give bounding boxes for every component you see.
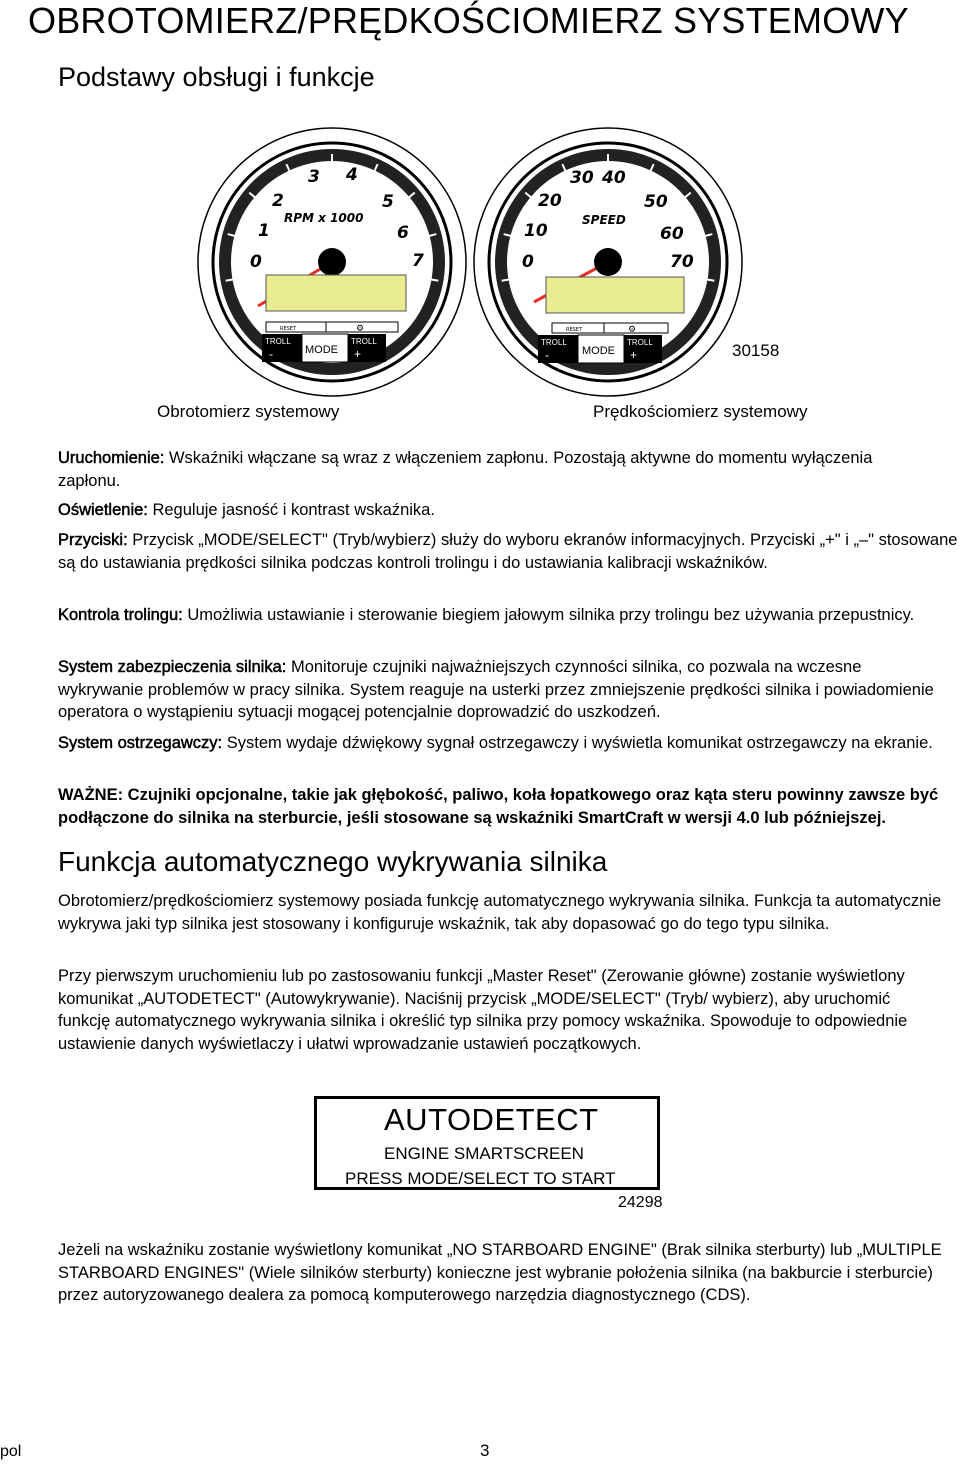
autodetect-screen-line1: ENGINE SMARTSCREEN <box>384 1144 584 1163</box>
speed-tick-20: 20 <box>538 191 562 211</box>
text-buttons: Przycisk „MODE/SELECT" (Tryb/wybierz) służy do wyboru ekranów informacyjnych. Przyciski „+" i „–" stosowane są do ustawiania prędkości silnika podczas kontroli trolingu i do ustawiania kalibracji wskaźników. <box>58 531 958 572</box>
paragraph-startup <box>58 447 938 492</box>
tach-mode: MODE <box>305 344 338 356</box>
label-protection: System zabezpieczenia silnika: <box>58 658 287 676</box>
page-title: OBROTOMIERZ/PRĘDKOŚCIOMIERZ SYSTEMOWY <box>28 0 909 41</box>
speed-tick-0: 0 <box>522 252 534 272</box>
autodetect-screen-line2: PRESS MODE/SELECT TO START <box>345 1169 616 1188</box>
section-subtitle: Podstawy obsługi i funkcje <box>58 62 375 92</box>
tach-lcd <box>266 275 406 311</box>
speed-minus: - <box>545 348 549 362</box>
speed-troll-right: TROLL <box>627 338 653 347</box>
paragraph-buttons <box>58 529 958 574</box>
tach-tick-3: 3 <box>308 167 320 187</box>
gauges-figure <box>180 125 900 400</box>
label-trolling: Kontrola trolingu: <box>58 606 183 624</box>
label-buttons: Przyciski: <box>58 531 128 549</box>
paragraph-autodetect-intro: Obrotomierz/prędkościomierz systemowy posiada funkcję automatycznego wykrywania silnika. Funkcja ta automatycznie wykrywa jaki typ silnika jest stosowany i konfiguruje wskaźnik, tak aby dopasować go do tego typu silnika. <box>58 892 942 933</box>
speed-tick-30: 30 <box>570 168 594 188</box>
speed-mode: MODE <box>582 345 615 357</box>
text-lighting: Reguluje jasność i kontrast wskaźnika. <box>147 501 435 519</box>
important-note: WAŻNE: Czujniki opcjonalne, takie jak głębokość, paliwo, koła łopatkowego oraz kąta steru powinny zawsze być podłączone do silnika na sterburcie, jeśli stosowane są wskaźniki SmartCraft w wersji 4.0 lub późniejszej. <box>58 786 939 827</box>
speed-lcd <box>546 277 684 313</box>
paragraph-starboard: Jeżeli na wskaźniku zostanie wyświetlony komunikat „NO STARBOARD ENGINE" (Brak silnika sterburty) lub „MULTIPLE STARBOARD ENGINES" (Wiele silników sterburty) konieczne jest wybranie położenia silnika (na bakburcie i sterburcie) przez autoryzowanego dealera za pomocą komputerowego narzędzia diagnostycznego (CDS). <box>58 1241 942 1305</box>
tach-button-panel <box>262 322 398 362</box>
tach-plus: + <box>354 347 362 361</box>
tach-tick-7: 7 <box>412 251 424 271</box>
speed-troll-left: TROLL <box>541 338 567 347</box>
paragraph-trolling <box>58 604 938 627</box>
speed-plus: + <box>630 348 638 362</box>
tach-gear-icon: ⚙ <box>356 324 365 334</box>
caption-speedometer: Prędkościomierz systemowy <box>593 402 808 421</box>
speed-tick-40: 40 <box>602 168 626 188</box>
tach-tick-6: 6 <box>397 223 409 243</box>
tach-troll-right: TROLL <box>351 337 377 346</box>
tach-reset-label: RESET <box>280 326 297 332</box>
text-alarm: System wydaje dźwiękowy sygnał ostrzegawczy i wyświetla komunikat ostrzegawczy na ekranie. <box>222 734 933 752</box>
speed-hub <box>594 248 622 276</box>
figure-number: 30158 <box>732 341 780 360</box>
tach-minus: - <box>269 347 273 361</box>
label-alarm: System ostrzegawczy: <box>58 734 223 752</box>
paragraph-protection <box>58 656 938 724</box>
tach-unit-label: RPM x 1000 <box>284 211 364 225</box>
section-heading-autodetect: Funkcja automatycznego wykrywania silnika <box>58 846 608 877</box>
speed-button-panel <box>538 323 668 363</box>
label-lighting: Oświetlenie: <box>58 501 148 519</box>
speed-tick-10: 10 <box>524 221 548 241</box>
tach-tick-1: 1 <box>258 221 270 241</box>
screen-figure-number: 24298 <box>618 1194 663 1211</box>
speedometer-gauge <box>474 128 742 396</box>
speed-unit-label: SPEED <box>582 213 626 227</box>
label-startup: Uruchomienie: <box>58 449 165 467</box>
tach-tick-5: 5 <box>382 192 394 212</box>
text-startup: Wskaźniki włączane są wraz z włączeniem zapłonu. Pozostają aktywne do momentu wyłączenia zapłonu. <box>58 449 873 490</box>
paragraph-lighting <box>58 499 938 522</box>
speed-gear-icon: ⚙ <box>628 325 637 335</box>
caption-tachometer: Obrotomierz systemowy <box>157 402 340 421</box>
footer-page-number: 3 <box>480 1441 490 1460</box>
paragraph-autodetect-first-run: Przy pierwszym uruchomieniu lub po zastosowaniu funkcji „Master Reset" (Zerowanie główne) zostanie wyświetlony komunikat „AUTODETECT" (Autowykrywanie). Naciśnij przycisk „MODE/SELECT" (Tryb/ wybierz), aby uruchomić funkcję automatycznego wykrywania silnika i określić typ silnika przy pomocy wskaźnika. Spowoduje to odpowiednie ustawienie danych wyświetlaczy i ułatwi wprowadzanie ustawień początkowych. <box>58 967 908 1053</box>
tach-troll-left: TROLL <box>265 337 291 346</box>
tach-tick-0: 0 <box>250 252 262 272</box>
tachometer-gauge <box>198 128 466 396</box>
speed-reset-label: RESET <box>566 327 583 333</box>
text-trolling: Umożliwia ustawianie i sterowanie biegiem jałowym silnika przy trolingu bez używania przepustnicy. <box>182 606 915 624</box>
tach-hub <box>318 248 346 276</box>
tach-tick-2: 2 <box>272 191 284 211</box>
tach-tick-4: 4 <box>346 165 358 185</box>
speed-tick-60: 60 <box>660 224 684 244</box>
text-protection: Monitoruje czujniki najważniejszych czynności silnika, co pozwala na wczesne wykrywanie problemów w pracy silnika. System reaguje na usterki przez zmniejszenie prędkości silnika i powiadomienie operatora o wystąpieniu sytuacji mogącej potencjalnie doprowadzić do uszkodzeń. <box>58 658 934 722</box>
speed-tick-50: 50 <box>644 192 668 212</box>
footer-language: pol <box>0 1443 22 1460</box>
speed-tick-70: 70 <box>670 252 694 272</box>
paragraph-alarm <box>58 732 938 755</box>
autodetect-screen-title: AUTODETECT <box>384 1102 599 1137</box>
